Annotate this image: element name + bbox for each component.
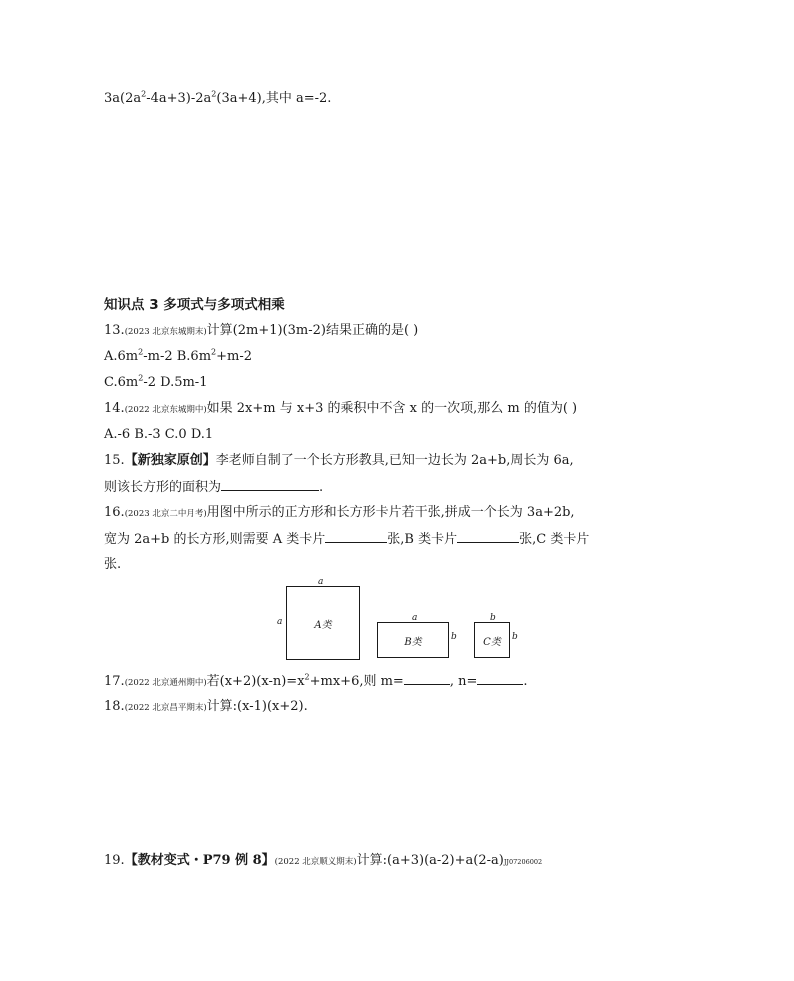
question-16: 16.(2023 北京二中月考)用图中所示的正方形和长方形卡片若干张,拼成一个长为 3a+2b, (104, 505, 575, 520)
label-a: a (277, 617, 283, 627)
question-15: 15.【新独家原创】李老师自制了一个长方形教具,已知一边长为 2a+b,周长为 6a, (104, 453, 574, 468)
question-14: 14.(2022 北京东城期中)如果 2x+m 与 x+3 的乘积中不含 x 的一次项,那么 m 的值为( ) (104, 401, 578, 416)
card-c-square: C类 (474, 622, 510, 658)
question-13: 13.(2023 北京东城期末)计算(2m+1)(3m-2)结果正确的是( ) (104, 323, 419, 338)
q12-expression: $3a(2a^2-4a+3)-2a^2(3a+4)$,其中 a=-2. (104, 89, 332, 106)
question-15-line2: 则该长方形的面积为 . (104, 480, 324, 495)
question-13-options-ab: $A.6m^2-m-2$ $B.6m^2+m-2$ (104, 347, 253, 364)
section-heading: 知识点 3 多项式与多项式相乘 (104, 297, 285, 313)
answer-blank[interactable] (457, 530, 519, 543)
label-b: b (451, 632, 457, 642)
answer-blank[interactable] (221, 478, 319, 491)
card-a-square: A类 (286, 586, 360, 660)
answer-blank[interactable] (404, 672, 450, 685)
question-16-line3: 张. (104, 557, 122, 572)
question-16-line2: 宽为 2a+b 的长方形,则需要 A 类卡片 张,B 类卡片 张,C 类卡片 (104, 532, 590, 547)
answer-blank[interactable] (325, 530, 387, 543)
label-b: b (512, 632, 518, 642)
question-14-options: A.-6 B.-3 C.0 D.1 (104, 427, 214, 442)
answer-blank[interactable] (477, 672, 523, 685)
label-a: a (412, 613, 418, 623)
question-19: 19.【教材变式・P79 例 8】(2022 北京顺义期末)计算:(a+3)(a-2)+a(2-a)JJ07206002 (104, 853, 543, 868)
question-17: 17.(2022 北京通州期中)若$(x+2)(x-n)=x^2+mx+6$,则 m= , n= . (104, 672, 528, 689)
card-b-rectangle: B类 (377, 622, 449, 658)
label-b: b (490, 613, 496, 623)
question-13-options-cd: $C.6m^2-2$ D.5m-1 (104, 373, 208, 390)
question-18: 18.(2022 北京昌平期末)计算:(x-1)(x+2). (104, 699, 308, 714)
label-a: a (318, 577, 324, 587)
